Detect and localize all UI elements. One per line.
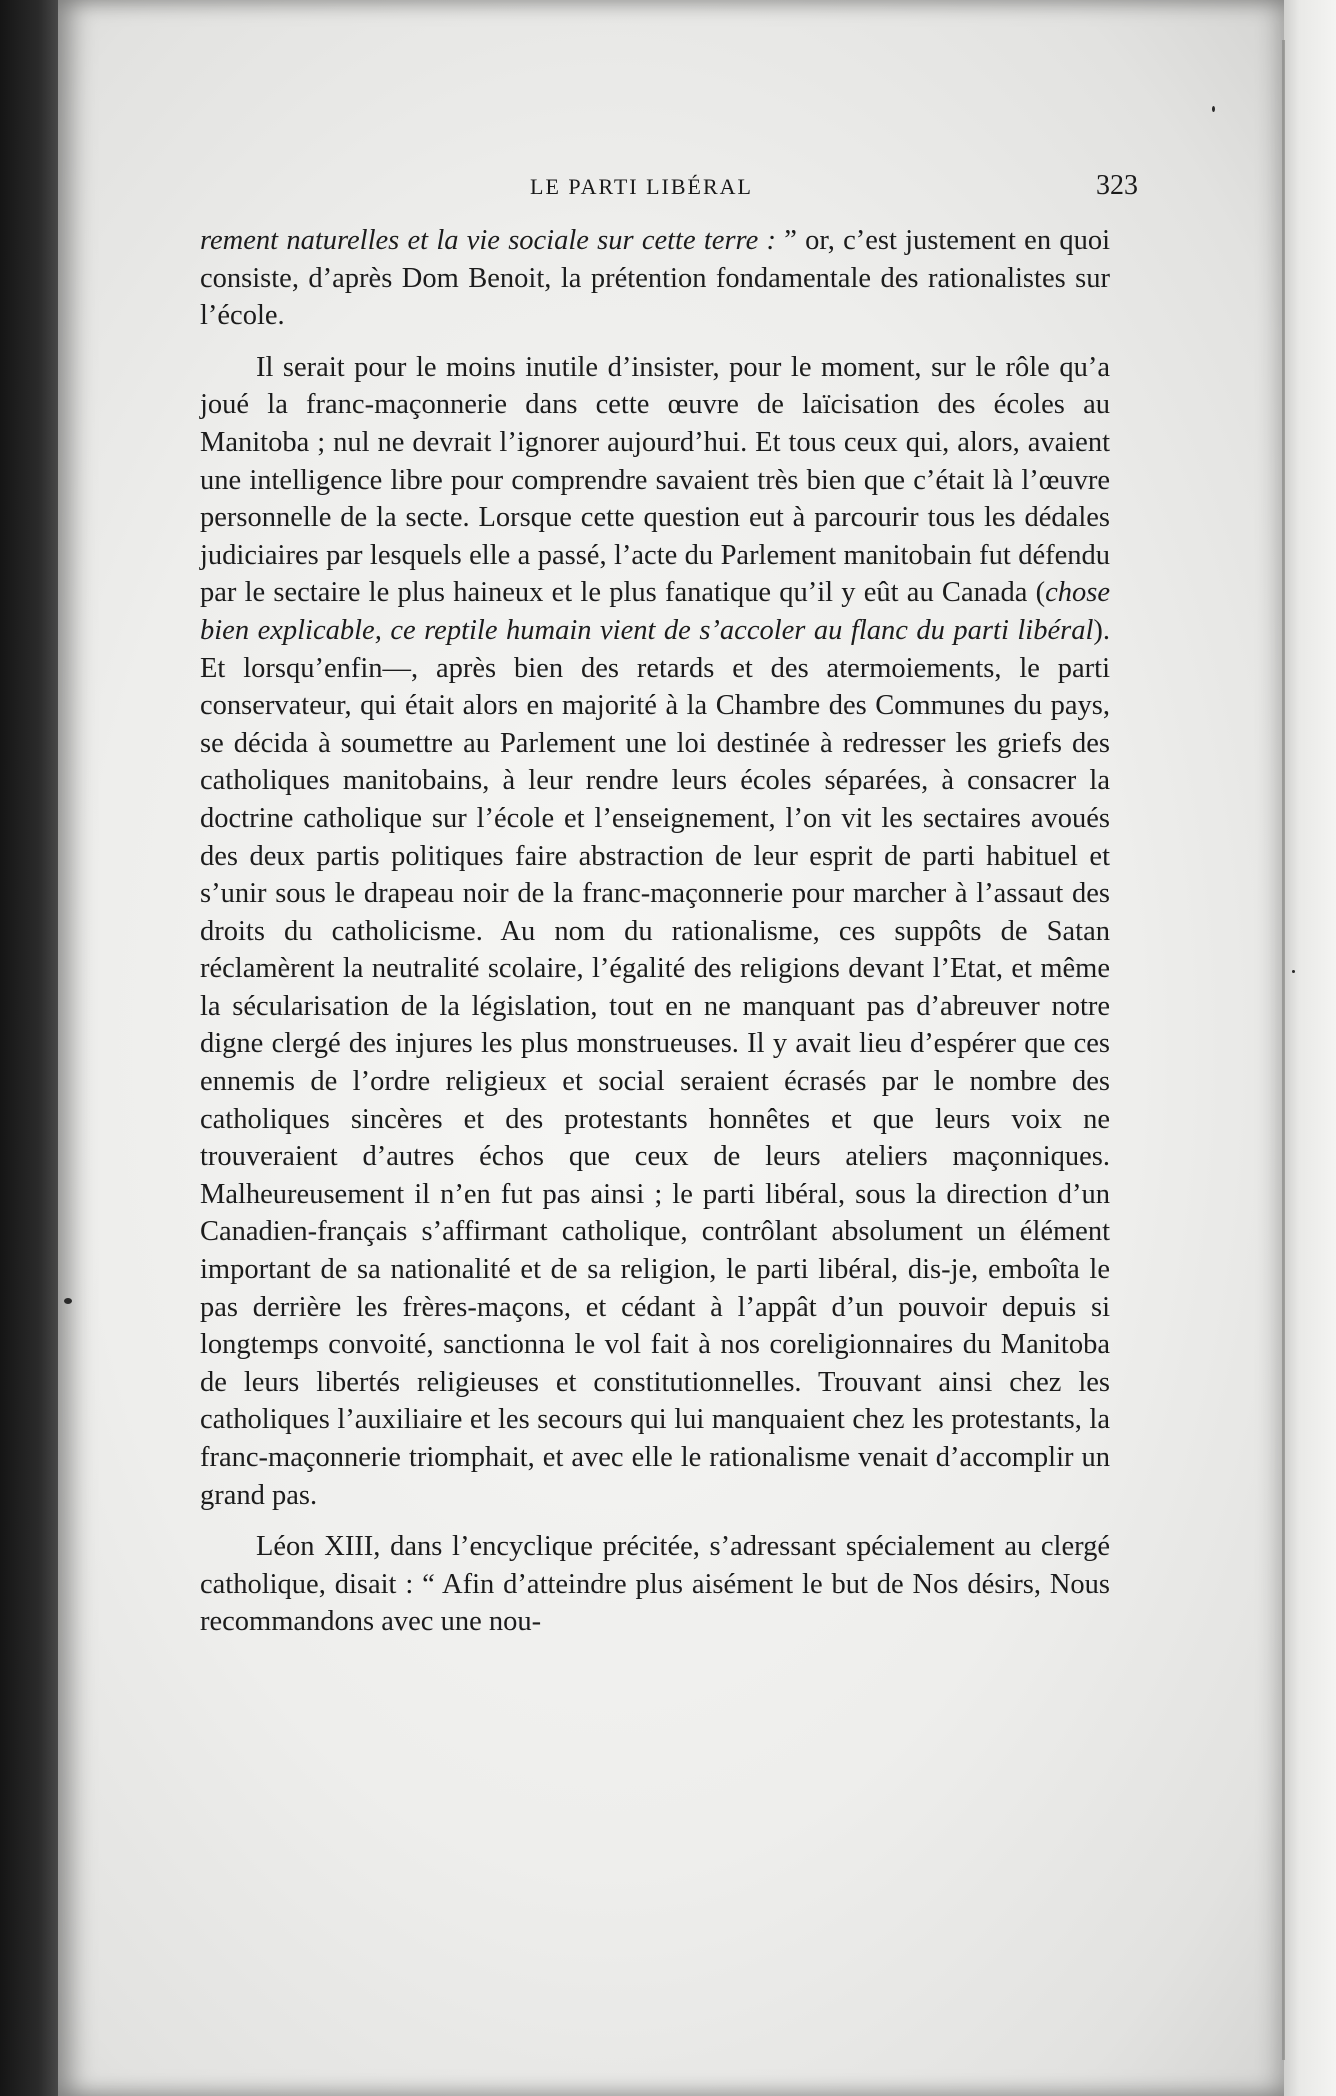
scan-speck [1212, 106, 1215, 112]
running-head: LE PARTI LIBÉRAL [530, 174, 753, 199]
text-segment: ” or, c’est justement en quoi consiste, d’après Dom Benoit, la prétention fondamentale des rationalistes sur l’école. [200, 225, 1110, 332]
page-header [150, 170, 1138, 210]
page-fold-line [1282, 40, 1285, 2060]
italic-segment: rement naturelles et la vie sociale sur cette terre : [200, 225, 785, 256]
scan-speck [64, 1298, 72, 1304]
text-segment: Léon XIII, dans l’encyclique précitée, s’adressant spécialement au clergé catholique, disait : “ Afin d’atteindre plus aisément le but de Nos désirs, Nous recommandons avec une nou- [200, 1531, 1110, 1638]
italic-segment: chose bien explicable, ce reptile humain vient de s’accoler au flanc du parti libéral [200, 577, 1110, 646]
paragraph-2 [200, 349, 1110, 1514]
scan-speck [1292, 970, 1295, 973]
text-segment: Il serait pour le moins inutile d’insister, pour le moment, sur le rôle qu’a joué la franc-maçonnerie dans cette œuvre de laïcisation des écoles au Manitoba ; nul ne devrait l’ignorer aujourd’hui. Et tous ceux qui, alors, avaient une intelligence libre pour comprendre savaient très bien que c’était là l’œuvre personnelle de la secte. Lorsque cette question eut à parcourir tous les dédales judiciaires par lesquels elle a passé, l’acte du Parlement manitobain fut défendu par le sectaire le plus haineux et le plus fanatique qu’il y eût au Canada ( [200, 351, 1110, 609]
body-text [200, 222, 1110, 1655]
page-edge-right [1284, 0, 1336, 2096]
paragraph-1 [200, 222, 1110, 335]
text-segment: ). Et lorsqu’enfin—, après bien des retards et des atermoiements, le parti conservateur, qui était alors en majorité à la Chambre des Communes du pays, se décida à soumettre au Parlement une loi destinée à redresser les griefs des catholiques manitobains, à leur rendre leurs écoles séparées, à consacrer la doctrine catholique sur l’école et l’enseignement, l’on vit les sectaires avoués des deux partis politiques faire abstraction de leur esprit de parti habituel et s’unir sous le drapeau noir de la franc-maçonnerie pour marcher à l’assaut des droits du catholicisme. Au nom du rationalisme, ces suppôts de Satan réclamèrent la neutralité scolaire, l’égalité des religions devant l’Etat, et même la sécularisation de la législation, tout en ne manquant pas d’abreuver notre digne clergé des injures les plus monstrueuses. Il y avait lieu d’espérer que ces ennemis de l’ordre religieux et social seraient écrasés par le nombre des catholiques sincères et des protestants honnêtes et que leurs voix ne trouveraient d’autres échos que ceux de leurs ateliers maçonniques. Malheureusement il n’en fut pas ainsi ; le parti libéral, sous la direction d’un Canadien-français s’affirmant catholique, contrôlant absolument un élément important de sa nationalité et de sa religion, le parti libéral, dis-je, emboîta le pas derrière les frères-maçons, et cédant à l’appât d’un pouvoir depuis si longtemps convoité, sanctionna le vol fait à nos coreligionnaires du Manitoba de leurs libertés religieuses et constitutionnelles. Trouvant ainsi chez les catholiques l’auxiliaire et les secours qui lui manquaient chez les protestants, la franc-maçonnerie triomphait, et avec elle le rationalisme venait d’accomplir un grand pas. [200, 614, 1110, 1511]
paragraph-3 [200, 1528, 1110, 1641]
page-number: 323 [1096, 170, 1138, 201]
